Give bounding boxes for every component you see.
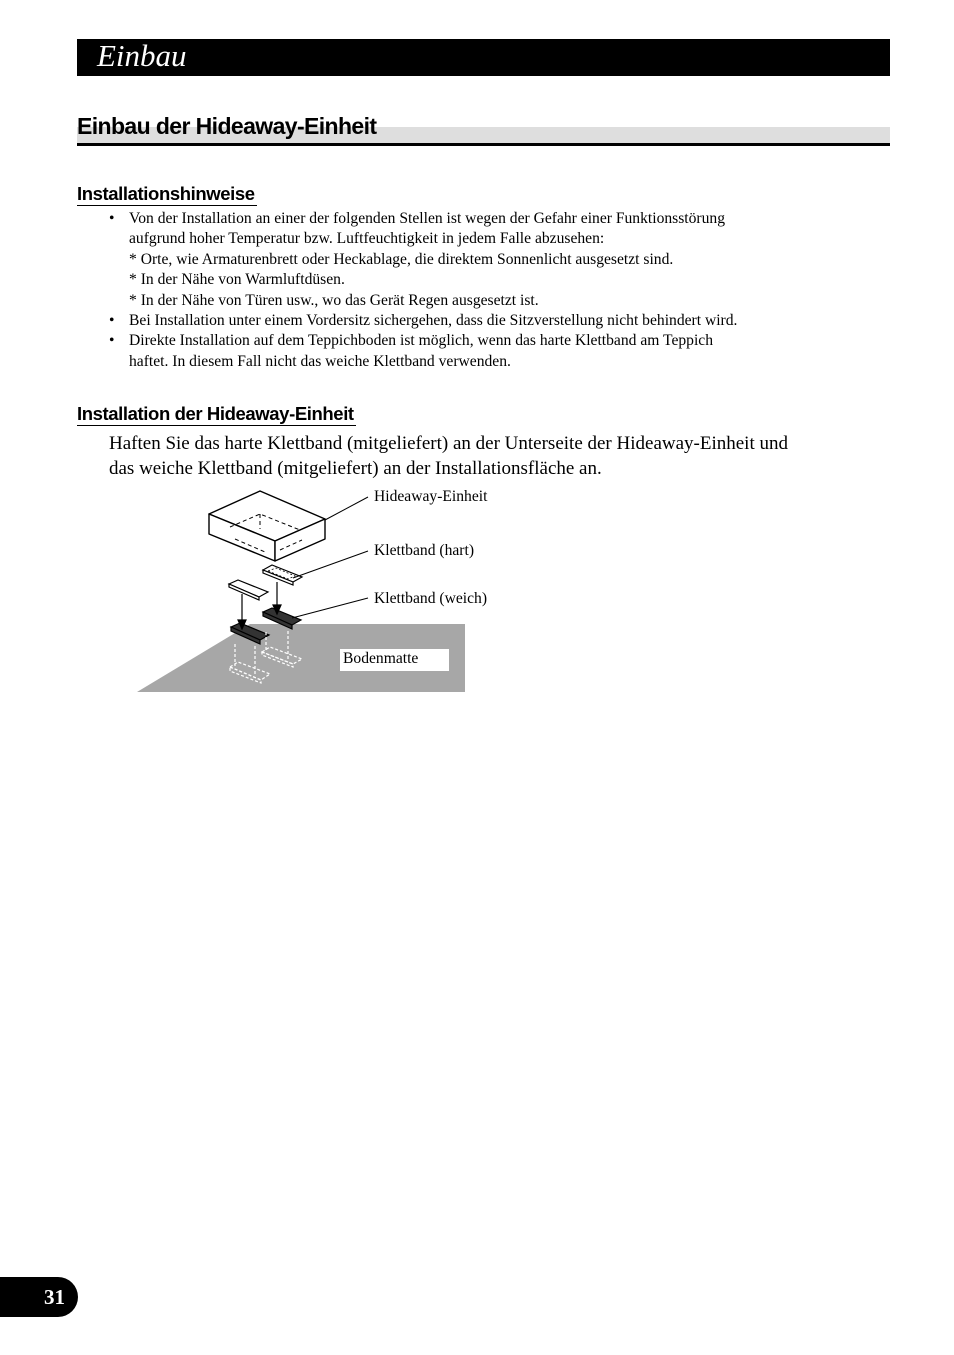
note-text-line: Bei Installation unter einem Vordersitz sichergehen, dass die Sitzverstellung nicht behindert wird. (129, 312, 738, 330)
list-item (109, 311, 879, 331)
page-number: 31 (44, 1285, 65, 1309)
note-text-line: aufgrund hoher Temperatur bzw. Luftfeuchtigkeit in jedem Falle abzusehen: (129, 230, 605, 248)
install-heading: Installation der Hideaway-Einheit (77, 403, 354, 424)
paragraph-line: Haften Sie das harte Klettband (mitgeliefert) an der Unterseite der Hideaway-Einheit und (109, 433, 788, 454)
bullet-dot: • (109, 210, 115, 227)
section-title-rule (77, 143, 890, 146)
note-subitem: * In der Nähe von Türen usw., wo das Gerät Regen ausgesetzt ist. (129, 291, 539, 309)
label-soft-velcro: Klettband (weich) (374, 590, 488, 607)
label-hard-velcro: Klettband (hart) (374, 542, 475, 559)
hard-velcro-strip (229, 580, 268, 600)
notes-list (109, 209, 879, 372)
list-item (109, 209, 879, 311)
bullet-dot: • (109, 312, 115, 330)
chapter-title: Einbau (97, 38, 187, 73)
list-item (109, 331, 879, 372)
label-hideaway-unit: Hideaway-Einheit (374, 488, 488, 505)
chapter-header-bar (77, 39, 890, 76)
note-text-line: Von der Installation an einer der folgenden Stellen ist wegen der Gefahr einer Funktionsstörung (129, 210, 726, 227)
note-text-line: Direkte Installation auf dem Teppichboden ist möglich, wenn das harte Klettband am Teppich (129, 332, 714, 350)
page-number-tab (0, 1277, 78, 1317)
note-subitem: * In der Nähe von Warmluftdüsen. (129, 271, 345, 289)
notes-heading: Installationshinweise (77, 183, 255, 204)
hard-velcro-strip (263, 565, 302, 585)
note-subitem: * Orte, wie Armaturenbrett oder Heckablage, die direktem Sonnenlicht ausgesetzt sind. (129, 250, 674, 268)
label-floor-mat: Bodenmatte (340, 649, 449, 671)
section-title (77, 110, 890, 147)
install-paragraph (109, 431, 879, 481)
note-text-line: haftet. In diesem Fall nicht das weiche Klettband verwenden. (129, 352, 511, 370)
hideaway-unit-shape (209, 491, 325, 561)
section-title-text: Einbau der Hideaway-Einheit (77, 113, 377, 139)
bullet-dot: • (109, 332, 115, 350)
paragraph-line: das weiche Klettband (mitgeliefert) an der Installationsfläche an. (109, 458, 602, 479)
